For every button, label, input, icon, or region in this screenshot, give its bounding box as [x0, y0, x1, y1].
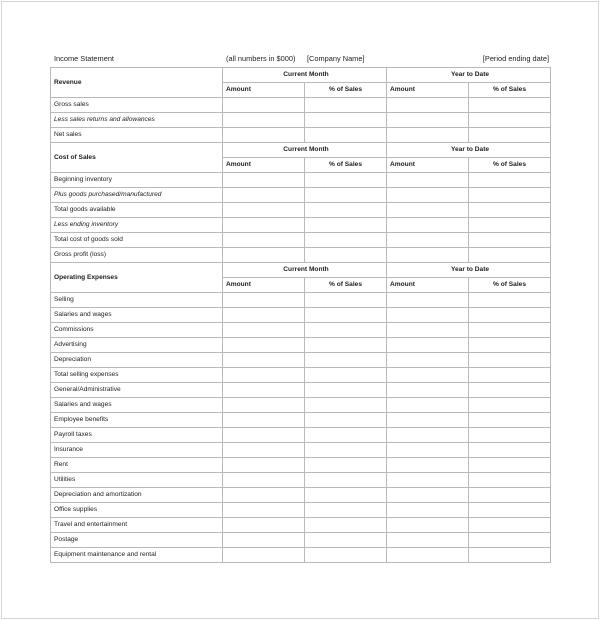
row-label: Selling	[51, 293, 223, 308]
row-label: Net sales	[51, 128, 223, 143]
table-row	[51, 383, 551, 398]
table-row	[51, 413, 551, 428]
cell[interactable]	[387, 488, 469, 503]
cell[interactable]	[469, 383, 551, 398]
cell[interactable]	[305, 218, 387, 233]
row-label: Salaries and wages	[51, 308, 223, 323]
cell[interactable]	[387, 173, 469, 188]
table-row	[51, 293, 551, 308]
cell[interactable]	[387, 533, 469, 548]
units-note: (all numbers in $000)	[226, 54, 296, 63]
cell[interactable]	[305, 233, 387, 248]
col-pct-sales: % of Sales	[305, 83, 387, 98]
cell[interactable]	[305, 353, 387, 368]
cell[interactable]	[305, 188, 387, 203]
cell[interactable]	[305, 533, 387, 548]
cell[interactable]	[305, 173, 387, 188]
row-label: Less ending inventory	[51, 218, 223, 233]
cell[interactable]	[387, 398, 469, 413]
cell[interactable]	[387, 218, 469, 233]
table-row	[51, 98, 551, 113]
cell[interactable]	[223, 383, 305, 398]
cell[interactable]	[305, 98, 387, 113]
cell[interactable]	[387, 323, 469, 338]
table-row	[51, 398, 551, 413]
table-row	[51, 368, 551, 383]
cell[interactable]	[387, 248, 469, 263]
cell[interactable]	[223, 308, 305, 323]
col-amount: Amount	[223, 278, 305, 293]
cell[interactable]	[387, 233, 469, 248]
cell[interactable]	[387, 98, 469, 113]
cell[interactable]	[469, 473, 551, 488]
row-label: Insurance	[51, 443, 223, 458]
income-statement-table	[50, 67, 551, 563]
cell[interactable]	[305, 308, 387, 323]
col-year-to-date: Year to Date	[387, 68, 551, 83]
cell[interactable]	[305, 323, 387, 338]
row-label: Travel and entertainment	[51, 518, 223, 533]
row-label: Payroll taxes	[51, 428, 223, 443]
cell[interactable]	[223, 503, 305, 518]
cell[interactable]	[305, 398, 387, 413]
cell[interactable]	[223, 443, 305, 458]
row-label: Salaries and wages	[51, 398, 223, 413]
cell[interactable]	[469, 98, 551, 113]
table-row	[51, 548, 551, 563]
cell[interactable]	[305, 473, 387, 488]
cell[interactable]	[305, 518, 387, 533]
cell[interactable]	[469, 293, 551, 308]
cell[interactable]	[223, 398, 305, 413]
cell[interactable]	[223, 173, 305, 188]
cell[interactable]	[469, 188, 551, 203]
cell[interactable]	[223, 128, 305, 143]
company-name: [Company Name]	[307, 54, 365, 63]
cell[interactable]	[387, 518, 469, 533]
cell[interactable]	[223, 203, 305, 218]
statement-title: Income Statement	[54, 54, 114, 63]
cell[interactable]	[469, 503, 551, 518]
col-amount: Amount	[387, 158, 469, 173]
table-row	[51, 518, 551, 533]
cell[interactable]	[469, 533, 551, 548]
cell[interactable]	[387, 113, 469, 128]
cell[interactable]	[469, 248, 551, 263]
cell[interactable]	[223, 473, 305, 488]
row-label: Gross profit (loss)	[51, 248, 223, 263]
section-title-cost-of-sales: Cost of Sales	[51, 143, 223, 173]
row-label: Employee benefits	[51, 413, 223, 428]
cell[interactable]	[387, 428, 469, 443]
table-row	[51, 338, 551, 353]
cell[interactable]	[223, 188, 305, 203]
cell[interactable]	[305, 128, 387, 143]
cell[interactable]	[469, 488, 551, 503]
table-row	[51, 173, 551, 188]
cell[interactable]	[223, 293, 305, 308]
cell[interactable]	[223, 248, 305, 263]
cell[interactable]	[469, 338, 551, 353]
cell[interactable]	[223, 488, 305, 503]
cell[interactable]	[469, 398, 551, 413]
period-ending-date: [Period ending date]	[482, 54, 549, 63]
col-current-month: Current Month	[223, 263, 387, 278]
table-row	[51, 428, 551, 443]
row-label: Equipment maintenance and rental	[51, 548, 223, 563]
cell[interactable]	[305, 383, 387, 398]
row-label: Postage	[51, 533, 223, 548]
cell[interactable]	[305, 203, 387, 218]
cell[interactable]	[469, 458, 551, 473]
table-row	[51, 203, 551, 218]
cell[interactable]	[387, 203, 469, 218]
cell[interactable]	[223, 518, 305, 533]
cell[interactable]	[305, 443, 387, 458]
cell[interactable]	[469, 413, 551, 428]
table-row	[51, 308, 551, 323]
col-pct-sales: % of Sales	[469, 278, 551, 293]
cell[interactable]	[469, 428, 551, 443]
cell[interactable]	[469, 443, 551, 458]
row-label: Utilities	[51, 473, 223, 488]
row-label: Gross sales	[51, 98, 223, 113]
cell[interactable]	[305, 248, 387, 263]
cell[interactable]	[223, 98, 305, 113]
col-year-to-date: Year to Date	[387, 263, 551, 278]
row-label: Depreciation and amortization	[51, 488, 223, 503]
cell[interactable]	[223, 368, 305, 383]
cell[interactable]	[387, 338, 469, 353]
cell[interactable]	[223, 413, 305, 428]
cell[interactable]	[387, 413, 469, 428]
revenue-header-row	[51, 68, 551, 83]
cell[interactable]	[387, 503, 469, 518]
col-pct-sales: % of Sales	[305, 158, 387, 173]
col-amount: Amount	[223, 158, 305, 173]
col-amount: Amount	[387, 278, 469, 293]
cell[interactable]	[305, 428, 387, 443]
row-label: Depreciation	[51, 353, 223, 368]
row-label: Rent	[51, 458, 223, 473]
section-title-revenue: Revenue	[51, 68, 223, 98]
cell[interactable]	[469, 323, 551, 338]
table-row	[51, 533, 551, 548]
row-label: Plus goods purchased/manufactured	[51, 188, 223, 203]
col-pct-sales: % of Sales	[469, 158, 551, 173]
table-row	[51, 353, 551, 368]
col-year-to-date: Year to Date	[387, 143, 551, 158]
cell[interactable]	[387, 308, 469, 323]
cell[interactable]	[305, 338, 387, 353]
table-row	[51, 458, 551, 473]
cell[interactable]	[469, 173, 551, 188]
opex-header-row	[51, 263, 551, 278]
cell[interactable]	[387, 368, 469, 383]
table-row	[51, 248, 551, 263]
row-label: Beginning inventory	[51, 173, 223, 188]
cell[interactable]	[387, 548, 469, 563]
table-row	[51, 488, 551, 503]
col-amount: Amount	[387, 83, 469, 98]
cell[interactable]	[223, 233, 305, 248]
cell[interactable]	[305, 413, 387, 428]
table-row	[51, 113, 551, 128]
row-label: General/Administrative	[51, 383, 223, 398]
cell[interactable]	[305, 488, 387, 503]
cell[interactable]	[223, 338, 305, 353]
table-row	[51, 323, 551, 338]
table-row	[51, 128, 551, 143]
col-current-month: Current Month	[223, 143, 387, 158]
section-title-operating-expenses: Operating Expenses	[51, 263, 223, 293]
row-label: Office supplies	[51, 503, 223, 518]
cell[interactable]	[387, 383, 469, 398]
cell[interactable]	[305, 368, 387, 383]
cell[interactable]	[223, 428, 305, 443]
row-label: Advertising	[51, 338, 223, 353]
cell[interactable]	[387, 293, 469, 308]
table-row	[51, 233, 551, 248]
cell[interactable]	[387, 128, 469, 143]
cell[interactable]	[387, 188, 469, 203]
cell[interactable]	[305, 113, 387, 128]
row-label: Total selling expenses	[51, 368, 223, 383]
cell[interactable]	[223, 548, 305, 563]
col-amount: Amount	[223, 83, 305, 98]
cell[interactable]	[469, 518, 551, 533]
col-pct-sales: % of Sales	[305, 278, 387, 293]
cell[interactable]	[223, 113, 305, 128]
col-pct-sales: % of Sales	[469, 83, 551, 98]
cell[interactable]	[469, 113, 551, 128]
table-row	[51, 443, 551, 458]
cell[interactable]	[305, 503, 387, 518]
table-row	[51, 503, 551, 518]
row-label: Commissions	[51, 323, 223, 338]
cell[interactable]	[387, 473, 469, 488]
table-row	[51, 473, 551, 488]
cell[interactable]	[469, 128, 551, 143]
cell[interactable]	[469, 203, 551, 218]
cell[interactable]	[469, 308, 551, 323]
row-label: Total cost of goods sold	[51, 233, 223, 248]
row-label: Less sales returns and allowances	[51, 113, 223, 128]
cell[interactable]	[223, 218, 305, 233]
cell[interactable]	[223, 323, 305, 338]
cell[interactable]	[469, 218, 551, 233]
cell[interactable]	[387, 458, 469, 473]
table-row	[51, 218, 551, 233]
cell[interactable]	[223, 353, 305, 368]
cell[interactable]	[387, 353, 469, 368]
col-current-month: Current Month	[223, 68, 387, 83]
row-label: Total goods available	[51, 203, 223, 218]
cell[interactable]	[469, 548, 551, 563]
cell[interactable]	[469, 233, 551, 248]
cell[interactable]	[469, 368, 551, 383]
cell[interactable]	[387, 443, 469, 458]
table-row	[51, 188, 551, 203]
cell[interactable]	[305, 293, 387, 308]
cell[interactable]	[469, 353, 551, 368]
cell[interactable]	[223, 533, 305, 548]
cell[interactable]	[305, 548, 387, 563]
cell[interactable]	[305, 458, 387, 473]
cost-header-row	[51, 143, 551, 158]
cell[interactable]	[223, 458, 305, 473]
